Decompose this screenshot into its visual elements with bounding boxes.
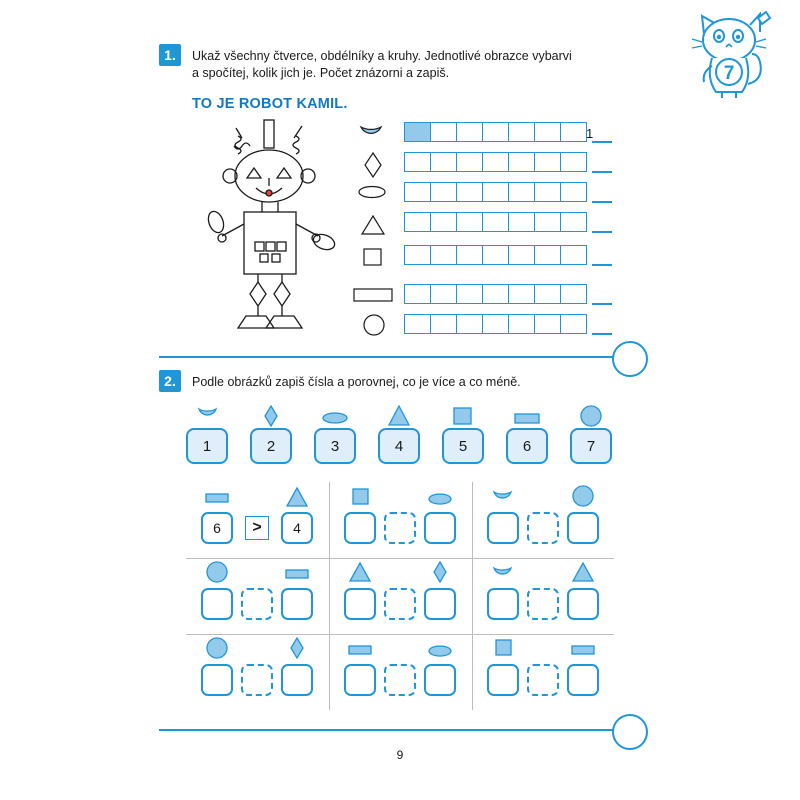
grid-cell[interactable] [456,122,483,142]
comparison-cell-2[interactable] [329,482,472,558]
comparison-operator-7[interactable] [241,664,273,696]
comparison-right-value-8[interactable] [424,664,456,696]
comparison-right-value-2[interactable] [424,512,456,544]
grid-cell[interactable] [456,182,483,202]
triangle-icon [378,404,420,428]
rectangle-icon [506,404,548,428]
grid-cell[interactable] [456,314,483,334]
grid-cell[interactable] [508,182,535,202]
ellipse-icon [314,404,356,428]
comparison-right-value-7[interactable] [281,664,313,696]
grid-cell[interactable] [560,152,587,172]
grid-row-5[interactable] [404,245,586,265]
legend-row [186,404,614,466]
shape-ellipse-row3 [358,185,386,204]
grid-row-2[interactable] [404,152,586,172]
ellipse-icon [425,490,455,510]
grid-cell[interactable] [508,245,535,265]
comparison-operator-6[interactable] [527,588,559,620]
comparison-cell-3[interactable] [472,482,615,558]
answer-line-5 [592,264,612,266]
shape-circle-row7 [362,313,386,342]
comparison-right-value-3[interactable] [567,512,599,544]
ellipse-icon [425,642,455,662]
shape-rectangle-row6 [352,286,394,309]
comparison-left-value-3[interactable] [487,512,519,544]
comparison-right-value-5[interactable] [424,588,456,620]
comparison-right-value-4[interactable] [281,588,313,620]
grid-cell[interactable] [430,284,457,304]
grid-cell[interactable] [404,122,431,142]
legend-item-6[interactable] [506,404,548,466]
rhombus-icon [425,560,455,580]
grid-cell[interactable] [534,245,561,265]
grid-cell[interactable] [456,212,483,232]
grid-cell[interactable] [534,182,561,202]
legend-item-1[interactable] [186,404,228,466]
grid-cell[interactable] [560,212,587,232]
grid-cell[interactable] [430,212,457,232]
rhombus-icon [250,404,292,428]
grid-cell[interactable] [534,314,561,334]
rectangle-icon [345,640,375,660]
answer-line-7 [592,333,612,335]
shape-rhombus-row2 [364,152,382,183]
cat-mascot [688,8,778,100]
legend-value-7[interactable]: 7 [570,428,612,464]
square-icon [345,486,375,506]
comparison-cell-9[interactable] [472,634,615,710]
grid-cell[interactable] [404,245,431,265]
legend-item-7[interactable] [570,404,612,466]
grid-cell[interactable] [430,245,457,265]
grid-cell[interactable] [560,182,587,202]
comparison-left-value-9[interactable] [487,664,519,696]
grid-cell[interactable] [482,284,509,304]
grid-cell[interactable] [456,152,483,172]
legend-value-6[interactable]: 6 [506,428,548,464]
comparison-operator-3[interactable] [527,512,559,544]
grid-cell[interactable] [508,314,535,334]
grid-cell[interactable] [430,182,457,202]
section-divider-1 [159,356,614,358]
comparison-left-value-6[interactable] [487,588,519,620]
legend-value-1[interactable]: 1 [186,428,228,464]
grid-cell[interactable] [534,212,561,232]
comparison-cell-7[interactable] [186,634,329,710]
legend-value-5[interactable]: 5 [442,428,484,464]
legend-value-2[interactable]: 2 [250,428,292,464]
shape-square-row5 [362,247,384,272]
legend-value-3[interactable]: 3 [314,428,356,464]
grid-cell[interactable] [430,152,457,172]
rectangle-icon [282,564,312,584]
grid-cell[interactable] [482,122,509,142]
comparison-right-value-9[interactable] [567,664,599,696]
comparison-cell-5[interactable] [329,558,472,634]
grid-cell[interactable] [560,284,587,304]
circle-icon [570,404,612,428]
comparison-left-value-8[interactable] [344,664,376,696]
grid-cell[interactable] [534,152,561,172]
rhombus-icon [282,636,312,656]
section-divider-2 [159,729,614,731]
triangle-icon [345,560,375,580]
crescent-icon [186,404,228,428]
comparison-right-value-6[interactable] [567,588,599,620]
comparison-left-value-4[interactable] [201,588,233,620]
comparison-operator-2[interactable] [384,512,416,544]
exercise-1-number: 1. [159,44,181,66]
page-number: 9 [396,748,404,762]
grid-row-4[interactable] [404,212,586,232]
crescent-icon [488,488,518,508]
grid-row-3[interactable] [404,182,586,202]
grid-cell[interactable] [508,122,535,142]
triangle-icon [282,486,312,506]
comparison-left-value-7[interactable] [201,664,233,696]
grid-cell[interactable] [404,152,431,172]
grid-cell[interactable] [560,314,587,334]
comparison-cell-8[interactable] [329,634,472,710]
grid-cell[interactable] [404,182,431,202]
shape-triangle-row4 [360,214,386,241]
mascot-badge-number: 7 [723,63,735,84]
grid-cell[interactable] [508,212,535,232]
grid-cell[interactable] [404,212,431,232]
comparison-operator-4[interactable] [241,588,273,620]
comparison-operator-8[interactable] [384,664,416,696]
grid-cell[interactable] [482,212,509,232]
circle-icon [568,484,598,504]
triangle-icon [568,560,598,580]
exercise-2-instruction: Podle obrázků zapiš čísla a porovnej, co je více a co méně. [192,375,521,389]
grid-cell[interactable] [560,122,587,142]
answer-line-1 [592,141,612,143]
grid-cell[interactable] [404,314,431,334]
exercise-2-number: 2. [159,370,181,392]
comparison-left-value-1[interactable]: 6 [201,512,233,544]
answer-value-1: 1 [586,126,594,141]
legend-item-4[interactable] [378,404,420,466]
grid-cell[interactable] [508,284,535,304]
grid-cell[interactable] [456,245,483,265]
circle-icon [202,560,232,580]
answer-line-4 [592,231,612,233]
grid-cell[interactable] [560,245,587,265]
comparison-cell-6[interactable] [472,558,615,634]
square-icon [488,636,518,656]
section-divider-circle-2 [612,714,648,750]
answer-line-6 [592,303,612,305]
comparison-cell-4[interactable] [186,558,329,634]
legend-item-5[interactable] [442,404,484,466]
rectangle-icon [202,488,232,508]
exercise-1-instruction: Ukaž všechny čtverce, obdélníky a kruhy. Jednotlivé obrazce vybarvi a spočítej, kolik jich je. Počet znázorni a zapiš. [192,49,572,80]
comparison-cell-1[interactable] [186,482,329,558]
legend-item-3[interactable] [314,404,356,466]
rectangle-icon [568,640,598,660]
grid-cell[interactable] [456,284,483,304]
comparison-grid [186,482,614,710]
exercise-1-subtitle: TO JE ROBOT KAMIL. [192,96,348,112]
comparison-right-value-1[interactable]: 4 [281,512,313,544]
grid-cell[interactable] [534,122,561,142]
comparison-operator-9[interactable] [527,664,559,696]
grid-cell[interactable] [482,314,509,334]
grid-cell[interactable] [508,152,535,172]
grid-cell[interactable] [482,182,509,202]
crescent-icon [488,564,518,584]
grid-cell[interactable] [404,284,431,304]
shape-crescent-row1 [358,124,384,149]
comparison-operator-1[interactable]: > [245,516,269,540]
grid-cell[interactable] [534,284,561,304]
grid-cell[interactable] [482,245,509,265]
answer-line-3 [592,201,612,203]
legend-value-4[interactable]: 4 [378,428,420,464]
answer-line-2 [592,171,612,173]
grid-cell[interactable] [482,152,509,172]
legend-item-2[interactable] [250,404,292,466]
grid-row-1[interactable] [404,122,586,142]
grid-cell[interactable] [430,122,457,142]
circle-icon [202,636,232,656]
robot-kamil-drawing [196,118,346,343]
grid-row-6[interactable] [404,284,586,304]
grid-cell[interactable] [430,314,457,334]
comparison-left-value-2[interactable] [344,512,376,544]
square-icon [442,404,484,428]
comparison-operator-5[interactable] [384,588,416,620]
grid-row-7[interactable] [404,314,586,334]
comparison-left-value-5[interactable] [344,588,376,620]
section-divider-circle-1 [612,341,648,377]
